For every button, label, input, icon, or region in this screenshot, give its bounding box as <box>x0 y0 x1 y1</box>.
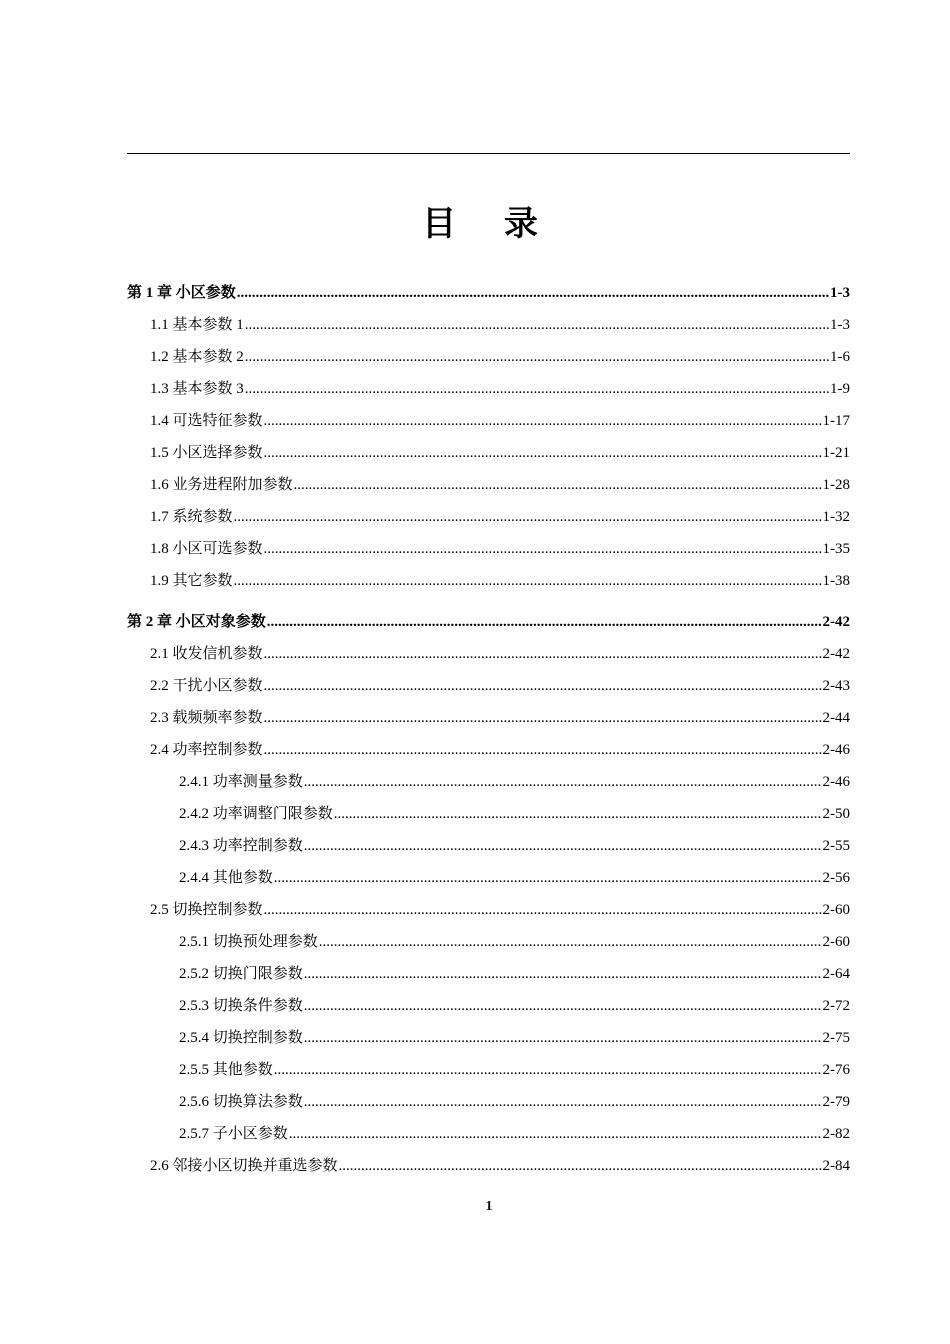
toc-entry-page: 1-32 <box>822 509 850 525</box>
toc-entry-page: 1-6 <box>830 349 850 365</box>
toc-entry-page: 2-46 <box>822 742 850 758</box>
toc-entry[interactable] <box>127 673 850 705</box>
toc-entry-label: 第 1 章 小区参数 <box>127 285 236 301</box>
toc-entry[interactable] <box>127 769 850 801</box>
toc-entry[interactable] <box>127 536 850 568</box>
toc-entry-label: 2.4.4 其他参数 <box>179 870 273 886</box>
toc-entry[interactable] <box>127 1025 850 1057</box>
dot-leader <box>234 504 822 530</box>
toc-entry[interactable] <box>127 609 850 641</box>
dot-leader <box>339 1153 822 1179</box>
dot-leader <box>264 641 822 667</box>
page-number: 1 <box>485 1199 493 1214</box>
toc-entry-label: 2.5.6 切换算法参数 <box>179 1094 303 1110</box>
toc-entry[interactable] <box>127 801 850 833</box>
toc-entry-page: 2-55 <box>822 838 850 854</box>
toc-entry[interactable] <box>127 1089 850 1121</box>
toc-entry[interactable] <box>127 504 850 536</box>
toc-entry[interactable] <box>127 344 850 376</box>
toc-entry-page: 2-60 <box>822 934 850 950</box>
toc-entry[interactable] <box>127 641 850 673</box>
toc-entry-label: 2.4.3 功率控制参数 <box>179 838 303 854</box>
toc-entry-label: 2.1 收发信机参数 <box>150 646 263 662</box>
toc-entry-page: 2-75 <box>822 1030 850 1046</box>
toc-entry-page: 2-72 <box>822 998 850 1014</box>
toc-entry[interactable] <box>127 280 850 312</box>
dot-leader <box>304 1089 822 1115</box>
dot-leader <box>267 609 822 635</box>
toc-entry-page: 2-56 <box>822 870 850 886</box>
dot-leader <box>264 673 822 699</box>
toc-entry[interactable] <box>127 568 850 600</box>
toc-entry-page: 1-28 <box>822 477 850 493</box>
header-rule <box>127 153 850 154</box>
dot-leader <box>245 344 829 370</box>
toc-entry-page: 2-76 <box>822 1062 850 1078</box>
dot-leader <box>304 1025 822 1051</box>
dot-leader <box>264 737 822 763</box>
toc-entry-page: 2-42 <box>822 646 850 662</box>
toc-entry-label: 1.5 小区选择参数 <box>150 445 263 461</box>
toc-entry-page: 1-9 <box>830 381 850 397</box>
toc-entry-page: 2-84 <box>822 1158 850 1174</box>
toc-entry-page: 2-60 <box>822 902 850 918</box>
toc-entry-label: 1.7 系统参数 <box>150 509 233 525</box>
toc-entry[interactable] <box>127 1153 850 1185</box>
dot-leader <box>294 472 822 498</box>
dot-leader <box>234 568 822 594</box>
dot-leader <box>289 1121 822 1147</box>
toc-entry-label: 2.5.1 切换预处理参数 <box>179 934 318 950</box>
toc-entry-label: 1.2 基本参数 2 <box>150 349 244 365</box>
toc-entry[interactable] <box>127 961 850 993</box>
toc-entry-page: 2-42 <box>822 614 850 630</box>
toc-entry[interactable] <box>127 929 850 961</box>
toc-entry-label: 2.2 干扰小区参数 <box>150 678 263 694</box>
dot-leader <box>245 312 829 338</box>
toc-entry-label: 1.9 其它参数 <box>150 573 233 589</box>
toc-entry-label: 1.4 可选特征参数 <box>150 413 263 429</box>
toc-entry[interactable] <box>127 1121 850 1153</box>
table-of-contents <box>127 280 850 1185</box>
toc-entry[interactable] <box>127 312 850 344</box>
toc-entry-page: 2-64 <box>822 966 850 982</box>
toc-entry[interactable] <box>127 737 850 769</box>
dot-leader <box>319 929 822 955</box>
dot-leader <box>264 897 822 923</box>
toc-entry[interactable] <box>127 440 850 472</box>
toc-entry[interactable] <box>127 705 850 737</box>
dot-leader <box>274 865 822 891</box>
toc-entry-page: 1-38 <box>822 573 850 589</box>
toc-entry[interactable] <box>127 472 850 504</box>
dot-leader <box>274 1057 822 1083</box>
toc-entry-page: 2-43 <box>822 678 850 694</box>
toc-entry-label: 2.5.3 切换条件参数 <box>179 998 303 1014</box>
dot-leader <box>304 769 822 795</box>
toc-entry-label: 1.6 业务进程附加参数 <box>150 477 293 493</box>
toc-entry[interactable] <box>127 1057 850 1089</box>
toc-entry[interactable] <box>127 993 850 1025</box>
toc-entry-label: 2.3 载频频率参数 <box>150 710 263 726</box>
toc-entry-label: 第 2 章 小区对象参数 <box>127 614 266 630</box>
toc-entry-page: 1-3 <box>830 285 850 301</box>
toc-entry-label: 2.5.5 其他参数 <box>179 1062 273 1078</box>
dot-leader <box>264 536 822 562</box>
toc-entry-page: 2-82 <box>822 1126 850 1142</box>
toc-entry-label: 2.5.4 切换控制参数 <box>179 1030 303 1046</box>
toc-entry[interactable] <box>127 408 850 440</box>
toc-entry[interactable] <box>127 376 850 408</box>
toc-title: 目 录 <box>422 204 556 244</box>
toc-entry-label: 2.4.2 功率调整门限参数 <box>179 806 333 822</box>
toc-entry-page: 2-79 <box>822 1094 850 1110</box>
toc-entry-label: 2.4.1 功率测量参数 <box>179 774 303 790</box>
toc-entry-page: 1-17 <box>822 413 850 429</box>
dot-leader <box>264 705 822 731</box>
dot-leader <box>304 833 822 859</box>
toc-entry-label: 2.6 邻接小区切换并重选参数 <box>150 1158 338 1174</box>
toc-entry-label: 2.4 功率控制参数 <box>150 742 263 758</box>
dot-leader <box>304 993 822 1019</box>
toc-entry-label: 2.5 切换控制参数 <box>150 902 263 918</box>
toc-entry-page: 1-35 <box>822 541 850 557</box>
toc-entry-label: 2.5.2 切换门限参数 <box>179 966 303 982</box>
dot-leader <box>304 961 822 987</box>
toc-entry[interactable] <box>127 897 850 929</box>
dot-leader <box>237 280 829 306</box>
dot-leader <box>245 376 829 402</box>
toc-entry-label: 1.8 小区可选参数 <box>150 541 263 557</box>
toc-entry-label: 1.3 基本参数 3 <box>150 381 244 397</box>
toc-entry[interactable] <box>127 865 850 897</box>
dot-leader <box>264 440 822 466</box>
toc-entry-page: 2-50 <box>822 806 850 822</box>
toc-entry-page: 2-44 <box>822 710 850 726</box>
toc-entry-label: 1.1 基本参数 1 <box>150 317 244 333</box>
toc-entry-page: 2-46 <box>822 774 850 790</box>
toc-entry-label: 2.5.7 子小区参数 <box>179 1126 288 1142</box>
toc-entry[interactable] <box>127 833 850 865</box>
dot-leader <box>264 408 822 434</box>
toc-entry-page: 1-3 <box>830 317 850 333</box>
dot-leader <box>334 801 822 827</box>
toc-entry-page: 1-21 <box>822 445 850 461</box>
